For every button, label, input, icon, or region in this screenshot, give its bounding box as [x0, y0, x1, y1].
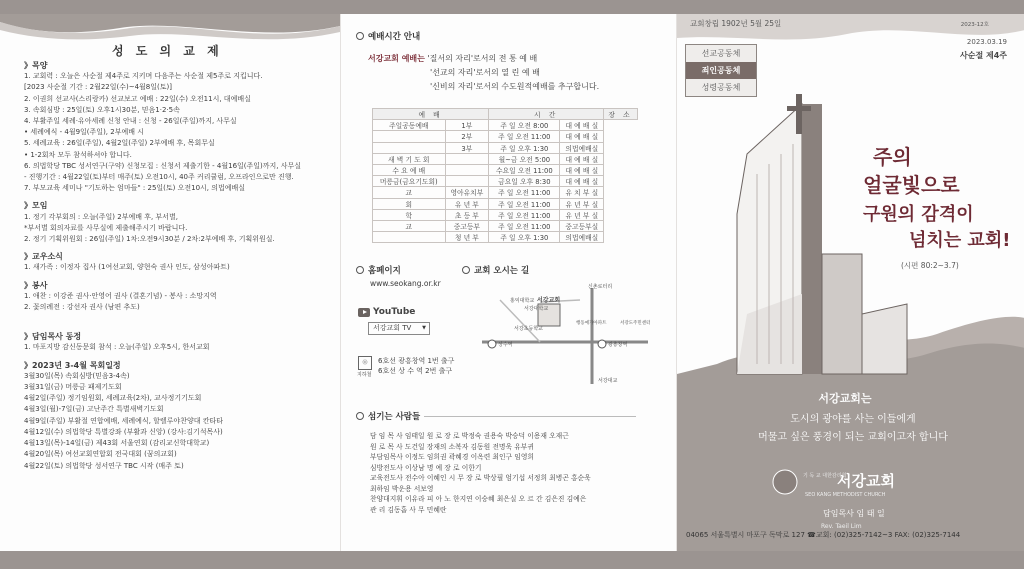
map-label: 서강대학교: [524, 306, 549, 312]
time-cell: 오후 1:30: [517, 234, 549, 243]
table-cell: [373, 131, 446, 142]
staff-row: 원 로 목 사 도건일 장재의 소복자 김동원 전명욱 유부귀: [370, 442, 534, 451]
map-label: 서강초등학교: [514, 326, 543, 332]
table-cell: 중고등부: [445, 220, 489, 231]
subway-icon: Ⓜ: [358, 356, 372, 370]
day-cell: 주 일: [498, 211, 514, 220]
map-label: 서강대교: [598, 378, 618, 384]
time-cell: 오전 5:00: [519, 155, 551, 164]
verse-reference: (시편 80:2~3.7): [901, 261, 959, 270]
address-line: 04065 서울특별시 마포구 독막로 127 ☎교회: (02)325-7142~3 FAX: (02)325-7144: [686, 531, 961, 539]
map-label: 행동예가아파트: [576, 321, 607, 326]
section-line: 4월2일(주일) 정기임원회, 세례교육(2차), 교사정기기도회: [24, 394, 202, 403]
church-logo-icon: [773, 470, 797, 494]
table-cell: [489, 209, 560, 220]
staff-row: 부담임목사 이정도 임희권 곽혜경 이옥련 최인구 임영희: [370, 453, 534, 461]
verse-line: 주의: [873, 145, 912, 169]
table-header-cell: 장 소: [604, 109, 638, 120]
table-cell: [373, 142, 446, 153]
mission-line: 머물고 싶은 풍경이 되는 교회이고자 합니다: [758, 432, 948, 443]
fellowship-title: 성 도 의 교 제: [112, 44, 223, 58]
staff-row: 심방전도사 이상남 명 예 장 로 이한기: [370, 463, 482, 472]
map-label: 홍익대학교: [510, 298, 535, 304]
map-label: 서강교회: [537, 297, 561, 304]
section-line: 4월20일(목) 여선교회연합회 전국대회 (꿈의교회): [24, 450, 177, 459]
day-cell: 금요일: [498, 178, 518, 187]
section-line: *부서별 회의자료를 사무실에 제출해주시기 바랍니다.: [24, 223, 188, 232]
section-line: 2. 꽃의례전 : 강선자 권사 (남편 추도): [24, 303, 140, 312]
table-row: [373, 164, 638, 175]
verse-line: 얼굴빛으로: [863, 173, 960, 197]
table-header-cell: 예 배: [373, 109, 489, 120]
section-line: 2. 정기 기획위원회 : 26일(주일) 1차:오전9시30분 / 2차:2부예배 후, 기획위원실.: [24, 235, 275, 244]
day-cell: 주 일: [500, 122, 516, 131]
table-cell: 영아유치부: [445, 187, 489, 198]
youtube-label: YouTube: [373, 307, 416, 317]
section-line: 4월3일(월)-7일(금) 고난주간 특별새벽기도회: [24, 405, 164, 414]
subway-tag: 지하철: [357, 372, 372, 378]
table-cell: 주일공동예배: [373, 120, 446, 131]
table-cell: 새 벽 기 도 회: [373, 153, 446, 164]
worship-schedule-table: [372, 108, 638, 243]
table-cell: 학: [373, 209, 446, 220]
table-cell: 3부: [445, 142, 489, 153]
denomination: 기 독 교 대한감리회: [803, 473, 847, 479]
issue-number: 2023-12호: [960, 22, 989, 28]
time-cell: 오전 11:00: [515, 211, 551, 220]
table-cell: [445, 153, 489, 164]
day-cell: 주 일: [498, 189, 514, 198]
table-row: [373, 131, 638, 142]
map-label: 상수역: [498, 342, 513, 348]
table-cell: 청 년 부: [445, 232, 489, 243]
section-line: 4월9일(주일) 부활절 연합예배, 세례예식, 할렐루야찬양대 칸타타: [24, 416, 223, 425]
bullet-circle-icon: [462, 266, 470, 274]
section-heading: 》목양: [24, 61, 48, 70]
staff-row: 담 임 목 사 임태일 원 로 장 로 박정숙 권용숙 박승덕 이용재 오재근: [370, 432, 569, 440]
chevron-down-icon: ▼: [422, 325, 426, 331]
church-name-english: SEO KANG METHODIST CHURCH: [805, 492, 886, 498]
section-heading: 》봉사: [24, 280, 48, 290]
section-line: 6. 의법학당 TBC 성서연구(구약) 신청모집 : 신청서 제출기한 - 4월16일(주일)까지, 사무실: [24, 161, 302, 170]
intro-line: '신비의 자리'로서의 수도원적예배를 추구합니다.: [430, 82, 600, 91]
time-cell: 오전 11:00: [515, 133, 551, 142]
section-line: 1. 애찬 : 이강준 권사·안영어 권사 (결혼기념) - 봉사 : 소망지역: [24, 291, 217, 300]
staff-row: 최하임 박운용 서보영: [370, 484, 434, 493]
bullet-circle-icon: [356, 412, 364, 420]
pastor-line: 담임목사 임 태 일: [823, 509, 885, 518]
staff-list: [370, 431, 591, 515]
time-cell: 오전 11:00: [517, 167, 553, 176]
table-row: [373, 187, 638, 198]
verse-line: 구원의 감격이: [863, 204, 974, 225]
section-line: 1. 교회력 : 오늘은 사순절 제4주로 지키며 다음주는 사순절 제5주로 지킵니다.: [24, 72, 263, 81]
table-row: [373, 220, 638, 231]
table-cell: [489, 131, 560, 142]
table-header-cell: 시 간: [489, 109, 604, 120]
day-cell: 수요일: [495, 167, 516, 176]
table-row: [373, 209, 638, 220]
homepage-url[interactable]: www.seokang.or.kr: [370, 279, 441, 288]
top-band: [0, 0, 1024, 14]
homepage-heading: 홈페이지: [356, 264, 401, 276]
section-line: 1. 마포지방 감신동문회 참석 : 오늘(주일) 오후5시, 한서교회: [24, 343, 210, 352]
divider: [424, 416, 636, 417]
staff-row: 관 리 김동흡 사 무 민혜란: [370, 505, 447, 514]
table-cell: 유 년 부 실: [560, 198, 604, 209]
table-cell: [489, 164, 560, 175]
congregation-item: 선교공동체: [701, 49, 741, 58]
church-name-logo: 서강교회: [837, 472, 895, 490]
table-row: [373, 232, 638, 243]
table-cell: [489, 187, 560, 198]
founded-date: 교회창립 1902년 5월 25일: [690, 19, 782, 28]
section-heading: 》2023년 3-4월 목회일정: [24, 360, 121, 370]
youtube-icon: [358, 308, 370, 317]
table-cell: [373, 232, 446, 243]
bullet-circle-icon: [356, 266, 364, 274]
table-cell: 유 치 부 실: [560, 187, 604, 198]
time-cell: 오후 1:30: [517, 144, 549, 153]
table-cell: [489, 142, 560, 153]
table-cell: [445, 176, 489, 187]
time-cell: 오전 11:00: [515, 189, 551, 198]
table-cell: 2부: [445, 131, 489, 142]
table-cell: 대 예 배 실: [560, 131, 604, 142]
table-cell: 중고등부실: [560, 220, 604, 231]
time-cell: 오후 8:30: [520, 178, 551, 187]
table-cell: [489, 153, 560, 164]
intro-church-name: 서강교회 예배는: [368, 54, 425, 63]
section-heading: 》교우소식: [24, 252, 63, 262]
pastor-english: Rev. Taeil Lim: [821, 523, 862, 530]
directions-map: [480, 280, 650, 390]
congregation-item: 죄인공동체: [686, 62, 756, 79]
day-cell: 주 일: [500, 144, 516, 153]
map-label: 서강도주민센터: [620, 321, 650, 326]
table-cell: [445, 164, 489, 175]
people-heading: 섬기는 사람들: [356, 410, 420, 422]
table-row: [373, 120, 638, 131]
day-cell: 주 일: [500, 234, 516, 243]
verse-line: 넘치는 교회!: [909, 230, 1011, 251]
table-cell: [489, 176, 560, 187]
bullet-circle-icon: [356, 32, 364, 40]
day-cell: 주 일: [498, 200, 514, 209]
congregation-box: [685, 44, 757, 97]
worship-heading: 예배시간 안내: [356, 30, 420, 42]
section-line: 4. 부활주일 세례·유아세례 신청 안내 : 신청 - 26일(주일)까지, 사무실: [24, 117, 237, 126]
worship-intro: [368, 52, 599, 94]
table-row: [373, 142, 638, 153]
section-line: - 진행기간 : 4월22일(토)부터 매주(토) 오전10시, 40주 커리큘럼, 오프라인으로만 진행.: [24, 173, 294, 182]
section-line: 7. 부모교육 세미나 "기도하는 엄마들" : 25일(토) 오전10시, 의법예배실: [24, 184, 246, 193]
directions-heading: 교회 오시는 길: [462, 264, 529, 276]
table-cell: [489, 232, 560, 243]
section-line: 1. 새가족 : 이정자 집사 (1여선교회, 양현숙 권사 인도, 삼성아파트): [24, 263, 230, 272]
time-cell: 오전 8:00: [517, 122, 549, 131]
section-line: 2. 이권희 선교사(스리랑카) 선교보고 예배 : 22일(수) 오전11시, 대예배실: [24, 94, 251, 103]
youtube-channel-name: 서강교회 TV: [373, 324, 412, 332]
issue-date: 2023.03.19: [966, 38, 1007, 46]
table-cell: [489, 198, 560, 209]
table-cell: 대 예 배 실: [560, 153, 604, 164]
section-line: • 1-2회차 모두 참석하셔야 합니다.: [24, 150, 132, 159]
day-cell: 주 일: [498, 222, 514, 231]
table-cell: [489, 120, 560, 131]
mission-line: 도시의 광야를 사는 이들에게: [790, 414, 916, 425]
table-cell: 대 예 배 실: [560, 164, 604, 175]
table-cell: 유 년 부: [445, 198, 489, 209]
table-cell: 머릉금(금요기도회): [373, 176, 446, 187]
section-line: 3. 속회심방 : 25일(토) 오후1시30분, 믿음1·2·5속: [24, 105, 180, 114]
youtube-channel-box[interactable]: [368, 322, 430, 335]
bottom-band: [0, 551, 1024, 569]
table-cell: 대 예 배 실: [560, 176, 604, 187]
season-label: 사순절 제4주: [960, 51, 1007, 60]
fellowship-panel: [0, 14, 340, 551]
staff-row: 찬양대지휘 이유라 피 아 노 한지연 이승혜 최은실 오 르 간 김은진 김예은: [370, 495, 587, 503]
table-cell: 의법예배실: [560, 232, 604, 243]
table-cell: 유 년 부 실: [560, 209, 604, 220]
section-line: 4월12일(수) 의법학당 특별강좌 (부활과 신앙) (강사:김기석목사): [24, 427, 223, 436]
table-header-row: [373, 109, 638, 120]
table-cell: 교: [373, 220, 446, 231]
table-cell: 대 예 배 실: [560, 120, 604, 131]
table-cell: 수 요 예 배: [373, 164, 446, 175]
section-line: • 세례예식 - 4월9일(주일), 2부예배 시: [24, 128, 144, 137]
day-cell: 주 일: [498, 133, 514, 142]
intro-line: '질서의 자리'로서의 전 통 예 배: [427, 54, 538, 63]
table-cell: 회: [373, 198, 446, 209]
fellowship-body: [24, 60, 334, 472]
section-line: 4월22일(토) 의법학당 성서연구 TBC 시작 (매주 토): [24, 461, 184, 470]
time-cell: 오전 11:00: [515, 200, 551, 209]
section-line: 3월31일(금) 머릉금 패제기도회: [24, 383, 122, 392]
day-cell: 월~금: [498, 155, 518, 164]
congregation-item: 성령공동체: [701, 83, 741, 92]
subway-line: 6호선 광흥창역 1번 출구: [378, 357, 455, 365]
table-row: [373, 153, 638, 164]
table-row: [373, 176, 638, 187]
table-cell: 교: [373, 187, 446, 198]
table-cell: [489, 220, 560, 231]
map-label: 광흥창역: [608, 342, 628, 348]
intro-line: '선교의 자리'로서의 열 린 예 배: [430, 68, 540, 77]
time-cell: 오전 11:00: [515, 222, 551, 231]
section-line: 5. 세례교육 : 26일(주일), 4월2일(주일) 2부예배 후, 목회무실: [24, 139, 215, 148]
section-heading: 》모임: [24, 201, 48, 211]
table-row: [373, 198, 638, 209]
section-line: [2023 사순절 기간 : 2월22일(수)~4월8일(토)]: [24, 83, 172, 92]
mission-line: 서강교회는: [818, 392, 872, 405]
section-line: 3월30일(목) 속회심방(믿음3-4속): [24, 371, 130, 380]
map-label: 신촌로터리: [588, 284, 613, 290]
table-cell: 1부: [445, 120, 489, 131]
section-heading: 》담임목사 동정: [24, 332, 82, 342]
section-line: 4월13일(목)-14일(금) 제43회 서울연회 (감리교신학대학교): [24, 439, 210, 448]
table-cell: 의법예배실: [560, 142, 604, 153]
table-cell: 초 등 부: [445, 209, 489, 220]
subway-line: 6호선 상 수 역 2번 출구: [378, 367, 453, 375]
staff-row: 교육전도사 전수아 이혜인 시 무 장 로 박상필 엄기섭 서정희 최병곤 홍순욱: [370, 474, 591, 482]
section-line: 1. 정기 각부회의 : 오늘(주일) 2부예배 후, 부서별,: [24, 212, 178, 221]
subway-directions: [378, 356, 454, 376]
